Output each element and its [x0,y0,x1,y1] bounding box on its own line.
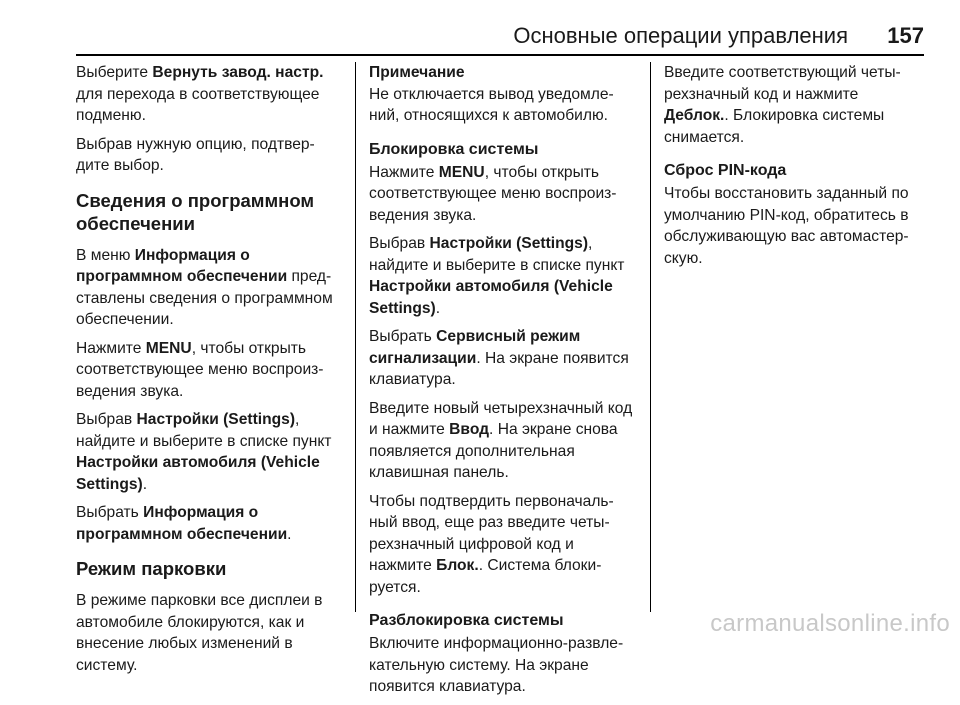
paragraph: Чтобы подтвердить первоначаль-ный ввод, еще раз введите четы-рехзначный цифровой код и нажмите Блок.. Система блоки-руется. [369,492,614,596]
watermark: carmanualsonline.info [710,610,950,637]
section-heading: Сведения о программном обеспечении [76,189,315,234]
note-title: Примечание [369,64,465,81]
column-3 [664,62,926,276]
paragraph: Выбрав Настройки (Settings), найдите и выберите в списке пункт Настройки автомобиля (Vehicle Settings). [369,235,625,317]
note-text: Не отключается вывод уведомле-ний, относящихся к автомобилю. [369,85,614,124]
paragraph: Включите информационно-развле-кательную систему. На экране появится клавиатура. [369,635,624,695]
column-divider [650,62,651,612]
paragraph: Нажмите MENU, чтобы открыть соответствующее меню воспроиз-ведения звука. [369,163,617,224]
page-title: Основные операции управления [513,23,848,48]
subsection-heading: Разблокировка системы [369,612,564,629]
header-rule [76,54,924,56]
column-divider [355,62,356,612]
paragraph: В режиме парковки все дисплеи в автомобиле блокируются, как и внесение любых изменений в систему. [76,592,323,674]
paragraph: Введите соответствующий четы-рехзначный код и нажмите Деблок.. Блокировка системы снимается. [664,64,901,146]
paragraph: Нажмите MENU, чтобы открыть соответствующее меню воспроиз-ведения звука. [76,339,324,400]
paragraph: Чтобы восстановить заданный по умолчанию PIN-код, обратитесь в обслуживающую вас автомастер-скую. [664,185,909,267]
page-header [0,0,960,56]
section-heading: Режим парковки [76,558,227,579]
paragraph: Введите новый четырехзначный код и нажмите Ввод. На экране снова появляется дополнительная клавишная панель. [369,399,633,481]
column-1 [76,62,346,683]
subsection-heading: Сброс PIN-кода [664,162,787,179]
page-number: 157 [887,23,924,48]
column-2 [369,62,639,705]
paragraph: Выбрав Настройки (Settings), найдите и выберите в списке пункт Настройки автомобиля (Vehicle Settings). [76,411,332,493]
paragraph: Выбрать Сервисный режим сигнализации. На экране появится клавиатура. [369,328,629,388]
subsection-heading: Блокировка системы [369,140,539,158]
paragraph: В меню Информация о программном обеспечении пред-ставлены сведения о программном обеспечении. [76,246,333,328]
paragraph: Выбрать Информация о программном обеспечении. [76,504,292,543]
paragraph: Выберите Вернуть завод. настр. для перехода в соответствующее подменю. [76,64,324,124]
paragraph: Выбрав нужную опцию, подтвер-дите выбор. [76,135,315,174]
